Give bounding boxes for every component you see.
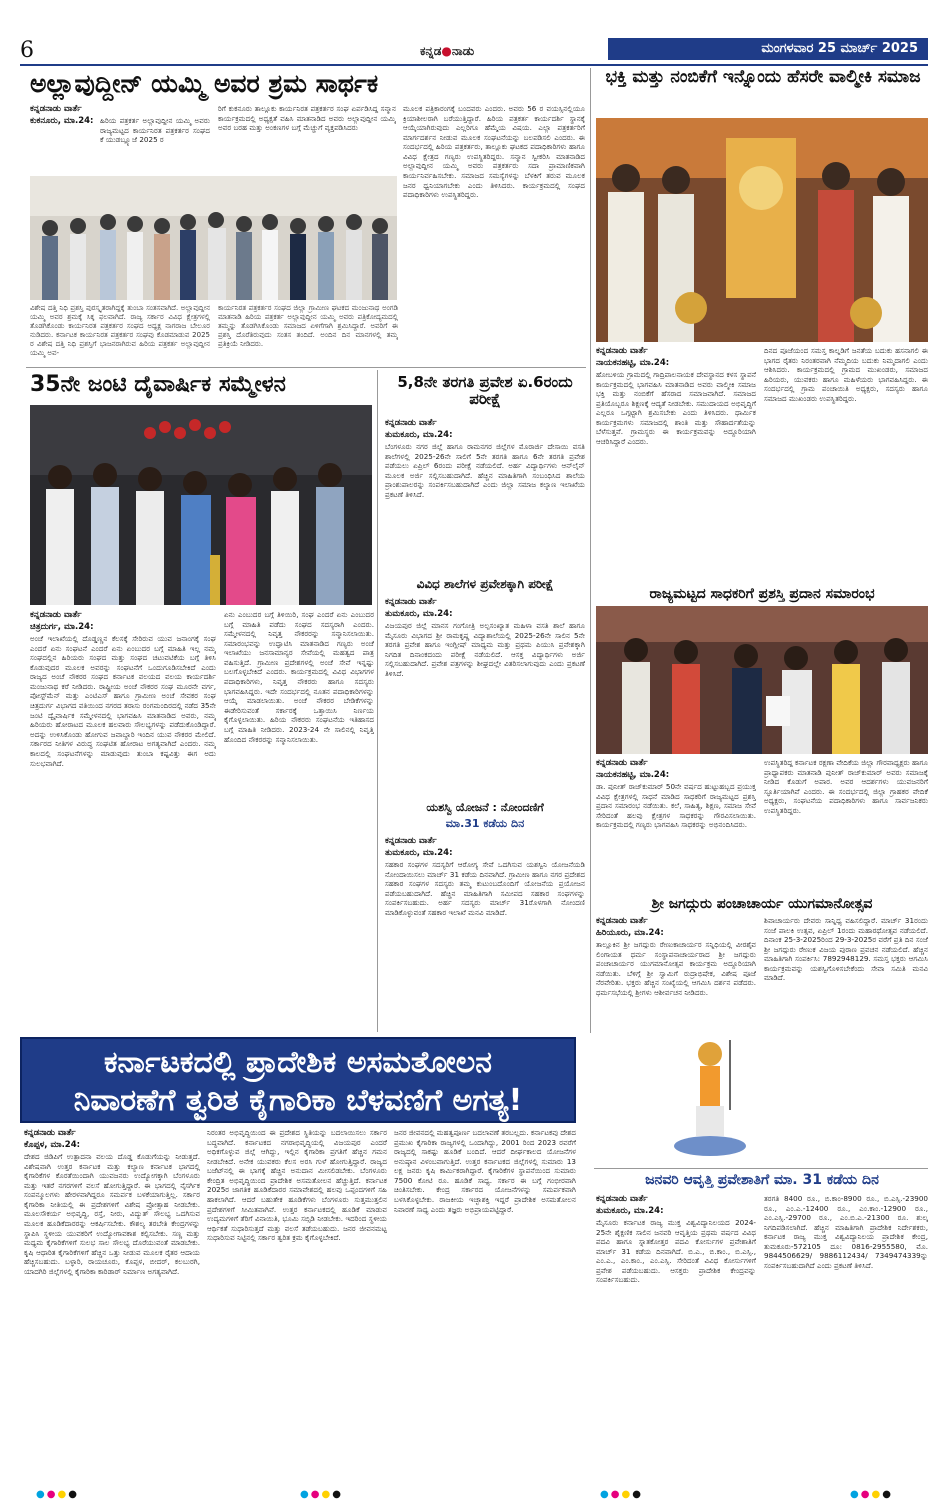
banner-line1: ಕರ್ನಾಟಕದಲ್ಲಿ ಪ್ರಾದೇಶಿಕ ಅಸಮತೋಲನ	[104, 1045, 492, 1080]
story3-body-lead	[100, 622, 218, 632]
section-divider-3	[594, 1168, 928, 1169]
story1-dateline: ಕುಕನೂರು, ಮಾ.24:	[30, 116, 94, 126]
award-ceremony-image	[596, 606, 928, 754]
date-bar: ಮಂಗಳವಾರ 25 ಮಾರ್ಚ್ 2025	[608, 38, 928, 60]
story2-body-col1: ಹೋಬಳಿಯ ಗ್ರಾಮದಲ್ಲಿ ಗಾದ್ರಿಪಾಲನಾಯಕ ದೇವಸ್ಥಾನದ ಕಳಸ ಸ್ಥಾಪನೆ ಕಾರ್ಯಕ್ರಮದಲ್ಲಿ ಭಾಗವಹಿಸಿ ಮಾತನಾಡಿದ ಅವರು ವಾಲ್ಮೀಕಿ ಸಮಾಜ ಭಕ್ತಿ ಮತ್ತು ನಂಬಿಕೆಗೆ ಹೆಸರಾದ ಸಮಾಜವಾಗಿದೆ. ಸಮಾಜದ ಪ್ರತಿಯೊಬ್ಬರೂ ಶಿಕ್ಷಣಕ್ಕೆ ಆದ್ಯತೆ ನೀಡಬೇಕು. ಸಮುದಾಯದ ಅಭಿವೃದ್ಧಿಗೆ ಎಲ್ಲರೂ ಒಗ್ಗಟ್ಟಾಗಿ ಶ್ರಮಿಸಬೇಕು ಎಂದು ತಿಳಿಸಿದರು. ಧಾರ್ಮಿಕ ಕಾರ್ಯಕ್ರಮಗಳು ಸಮಾಜದಲ್ಲಿ ಶಾಂತಿ ಮತ್ತು ಸೌಹಾರ್ದತೆಯನ್ನು ಬೆಳೆಸುತ್ತವೆ. ಗ್ರಾಮಸ್ಥರು ಈ ಕಾರ್ಯಕ್ರಮವನ್ನು ಅದ್ದೂರಿಯಾಗಿ ಆಚರಿಸಿದ್ದಾರೆ ಎಂದರು.	[596, 370, 756, 447]
story5-sub-dateline: ತುಮಕೂರು, ಮಾ.24:	[385, 848, 453, 858]
story4-byline: ಕನ್ನಡನಾಡು ವಾರ್ತೆ	[385, 418, 437, 428]
story7-byline: ಕನ್ನಡನಾಡು ವಾರ್ತೆ	[596, 916, 648, 926]
temple-ceremony-image	[596, 118, 928, 342]
banner-line2: ನಿವಾರಣೆಗೆ ತ್ವರಿತ ಕೈಗಾರಿಕಾ ಬೆಳವಣಿಗೆ ಅಗತ್ಯ!	[73, 1083, 523, 1118]
story9-byline: ಕನ್ನಡನಾಡು ವಾರ್ತೆ	[596, 1194, 648, 1204]
story9-body-col2: ತರಗತಿ 8400 ರೂ., ಬಿ.ಕಾಂ-8900 ರೂ., ಬಿ.ಎಸ್ಸಿ.-23900 ರೂ., ಎಂ.ಎ.-12400 ರೂ., ಎಂ.ಕಾಂ.-12900 ರೂ., ಎಂ.ಎಸ್ಸಿ.-29700 ರೂ., ಎಂ.ಬಿ.ಎ.-21300 ರೂ. ಶುಲ್ಕ ನಿಗದಿಪಡಿಸಲಾಗಿದೆ. ಹೆಚ್ಚಿನ ಮಾಹಿತಿಗಾಗಿ ಪ್ರಾದೇಶಿಕ ನಿರ್ದೇಶಕರು, ಕರ್ನಾಟಕ ರಾಜ್ಯ ಮುಕ್ತ ವಿಶ್ವವಿದ್ಯಾನಿಲಯ ಪ್ರಾದೇಶಿಕ ಕೇಂದ್ರ, ತುಮಕೂರು-572105 ದೂ: 0816-2955580, ಮೊ. 9844506629/ 9886112434/ 7349474339ನ್ನು ಸಂಪರ್ಕಿಸಬಹುದಾಗಿದೆ ಎಂದು ಪ್ರಕಟಣೆ ತಿಳಿಸಿದೆ.	[764, 1194, 928, 1271]
story8-body-col1: ದೇಶದ ಜಿಡಿಪಿಗೆ ಉತ್ಪಾದನಾ ವಲಯ ದೊಡ್ಡ ಕೊಡುಗೆಯನ್ನು ನೀಡುತ್ತದೆ. ವಿಶೇಷವಾಗಿ ಉತ್ತರ ಕರ್ನಾಟಕ ಮತ್ತು ಕಲ್ಯಾಣ ಕರ್ನಾಟಕ ಭಾಗದಲ್ಲಿ ಕೈಗಾರಿಕೆಗಳ ಕೊರತೆಯಿಂದಾಗಿ ಯುವಜನರು ಉದ್ಯೋಗಕ್ಕಾಗಿ ಬೆಂಗಳೂರು ಮತ್ತು ಇತರೆ ನಗರಗಳಿಗೆ ವಲಸೆ ಹೋಗುತ್ತಿದ್ದಾರೆ. ಈ ಭಾಗದಲ್ಲಿ ನೈಸರ್ಗಿಕ ಸಂಪನ್ಮೂಲಗಳು ಹೇರಳವಾಗಿದ್ದರೂ ಸಮರ್ಪಕ ಬಳಕೆಯಾಗುತ್ತಿಲ್ಲ. ಸರ್ಕಾರ ಕೈಗಾರಿಕಾ ನೀತಿಯಲ್ಲಿ ಈ ಪ್ರದೇಶಗಳಿಗೆ ವಿಶೇಷ ಪ್ರೋತ್ಸಾಹ ನೀಡಬೇಕು. ಮೂಲಸೌಕರ್ಯ ಅಭಿವೃದ್ಧಿ, ರಸ್ತೆ, ನೀರು, ವಿದ್ಯುತ್ ಸೌಲಭ್ಯ ಒದಗಿಸುವ ಮೂಲಕ ಹೂಡಿಕೆದಾರರನ್ನು ಆಕರ್ಷಿಸಬೇಕು. ಕೌಶಲ್ಯ ತರಬೇತಿ ಕೇಂದ್ರಗಳನ್ನು ಸ್ಥಾಪಿಸಿ ಸ್ಥಳೀಯ ಯುವಕರಿಗೆ ಉದ್ಯೋಗಾವಕಾಶ ಕಲ್ಪಿಸಬೇಕು. ಸಣ್ಣ ಮತ್ತು ಮಧ್ಯಮ ಕೈಗಾರಿಕೆಗಳಿಗೆ ಸುಲಭ ಸಾಲ ಸೌಲಭ್ಯ ದೊರೆಯುವಂತೆ ಮಾಡಬೇಕು. ಕೃಷಿ ಆಧಾರಿತ ಕೈಗಾರಿಕೆಗಳಿಗೆ ಹೆಚ್ಚಿನ ಒತ್ತು ನೀಡುವ ಮೂಲಕ ರೈತರ ಆದಾಯ ಹೆಚ್ಚಿಸಬಹುದು. ಬಳ್ಳಾರಿ, ರಾಯಚೂರು, ಕೊಪ್ಪಳ, ಬೀದರ್, ಕಲಬುರಗಿ, ಯಾದಗಿರಿ ಜಿಲ್ಲೆಗಳಲ್ಲಿ ಕೈಗಾರಿಕಾ ಕಾರಿಡಾರ್ ನಿರ್ಮಾಣ ಅಗತ್ಯವಾಗಿದೆ.	[24, 1152, 200, 1276]
story1-photo	[30, 176, 397, 300]
brand-left: ಕನ್ನಡ	[420, 44, 442, 58]
story5-body: ವಿಜಯಪುರ ಜಿಲ್ಲೆ ಮಾನಸ ಗಂಗೋತ್ರಿ ಅಲ್ಪಸಂಖ್ಯಾತ ಮಹಿಳಾ ವಸತಿ ಶಾಲೆ ಹಾಗೂ ಮೈಸೂರು ವಿಭಾಗದ ಶ್ರೀ ರಾಮಕೃಷ್ಣ ವಿದ್ಯಾಶಾಲೆಯಲ್ಲಿ 2025-26ನೇ ಸಾಲಿನ 5ನೇ ತರಗತಿ ಪ್ರವೇಶ ಹಾಗೂ ಇಂಗ್ಲೀಷ್ ಮಾಧ್ಯಮ ಮತ್ತು ಪ್ರಥಮ ಪಿಯುಸಿ ಪ್ರವೇಶಕ್ಕಾಗಿ ನಿಗದಿತ ದಿನಾಂಕದಂದು ಪರೀಕ್ಷೆ ನಡೆಯಲಿದೆ. ಆಸಕ್ತ ವಿದ್ಯಾರ್ಥಿಗಳು ಅರ್ಜಿ ಸಲ್ಲಿಸಬಹುದಾಗಿದೆ. ಪ್ರವೇಶ ಪತ್ರಗಳನ್ನು ಶೀಘ್ರದಲ್ಲೇ ವಿತರಿಸಲಾಗುವುದು ಎಂದು ಪ್ರಕಟಣೆ ತಿಳಿಸಿದೆ.	[385, 621, 585, 678]
story5-subhead1: ಯಶಸ್ವಿ ಯೋಜನೆ : ನೋಂದಣಿಗೆ	[426, 801, 544, 814]
story2-photo	[596, 118, 928, 342]
story5-dateline: ತುಮಕೂರು, ಮಾ.24:	[385, 609, 453, 619]
story7-body-col2: ಶಿವಾಚಾರ್ಯರು ದೇವರು ಸಾನ್ನಿಧ್ಯ ವಹಿಸಲಿದ್ದಾರೆ. ಮಾರ್ಚ್ 31ರಂದು ಸಂಜೆ ಪಾಲಕಿ ಉತ್ಸವ, ಏಪ್ರಿಲ್ 1ರಂದು ಮಹಾರಥೋತ್ಸವ ನಡೆಯಲಿದೆ. ದಿನಾಂಕ 25-3-2025ರಿಂದ 29-3-2025ರ ವರೆಗೆ ಪ್ರತಿ ದಿನ ಸಂಜೆ ಶ್ರೀ ಜಗದ್ಗುರು ರೇಣುಕ ವಿಜಯ ಪುರಾಣ ಪ್ರವಚನ ನಡೆಯಲಿದೆ. ಹೆಚ್ಚಿನ ಮಾಹಿತಿಗಾಗಿ ಸಂಪರ್ಕಿಸಿ: 7892948129. ಸಮಸ್ತ ಭಕ್ತರು ಆಗಮಿಸಿ ಕಾರ್ಯಕ್ರಮವನ್ನು ಯಶಸ್ವಿಗೊಳಿಸಬೇಕೆಂದು ಸೇವಾ ಸಮಿತಿ ಮನವಿ ಮಾಡಿದೆ.	[764, 916, 928, 983]
story9-dateline: ತುಮಕೂರು, ಮಾ.24:	[596, 1206, 664, 1216]
story3-body-col1: ಅಂಚೆ ಇಲಾಖೆಯಲ್ಲಿ ದೊಡ್ಡಣ್ಣನ ಕೆಲಸಕ್ಕೆ ಸೇರಿರುವ ಯುವ ಜನಾಂಗಕ್ಕೆ ಸಂಘ ಎಂದರೆ ಏನು ಸಂಘಟನೆ ಎಂದರೆ ಏನು ಏಂಬುದರ ಬಗ್ಗೆ ಮಾಹಿತಿ ಇಲ್ಲ ನಮ್ಮ ಸಂಘದಲ್ಲಿನ ಹಿರಿಯರು ಸಂಘದ ಮತ್ತು ಸಂಘದ ಚಟುವಟಿಕೆಯ ಬಗ್ಗೆ ತಿಳಿಸಿ ಕೊಡುವುದರ ಮೂಲಕ ಅವರನ್ನು ಸಂಘಟನೆಗೆ ಒಂದುಗೂಡಿಸಬೇಕಿದೆ ಎಂದು ರಾಜ್ಯದ ಅಂಚೆ ನೌಕರರ ಸಂಘದ ಕರ್ನಾಟಕ ವಲಯದ ವಲಯ ಕಾರ್ಯದರ್ಶಿ ಮಂಜುನಾಥ ಕರೆ ನೀಡಿದರು. ರಾಷ್ಟ್ರೀಯ ಅಂಚೆ ನೌಕರರ ಸಂಘ ಮೂರನೇ ವರ್ಗ, ಪೋಸ್ಟ್‌ಮೆನ್ ಮತ್ತು ಎಂಟಿಎಸ್ ಹಾಗೂ ಗ್ರಾಮೀಣ ಅಂಚೆ ಸೇವಕರ ಸಂಘ ಚಿತ್ರದುರ್ಗ ವಿಭಾಗದ ವತಿಯಿಂದ ನಗರದ ತರಾಸು ರಂಗಮಂದಿರದಲ್ಲಿ ನಡೆದ 35ನೇ ಜಂಟಿ ದ್ವೈವಾರ್ಷಿಕ ಸಮ್ಮೇಳನದಲ್ಲಿ ಭಾಗವಹಿಸಿ ಮಾತನಾಡಿದ ಅವರು, ನಮ್ಮ ಹಿರಿಯರು ಹೋರಾಟದ ಮೂಲಕ ಹಲವಾರು ಸೌಲಭ್ಯಗಳನ್ನು ಪಡೆದುಕೊಂಡಿದ್ದಾರೆ. ಅದನ್ನು ಉಳಿಸಿಕೊಂಡು ಹೋಗುವ ಜವಾಬ್ದಾರಿ ಇಂದಿನ ಯುವ ನೌಕರರ ಮೇಲಿದೆ. ಸರ್ಕಾರದ ನೀತಿಗಳ ವಿರುದ್ಧ ಸಂಘಟಿತ ಹೋರಾಟ ಅಗತ್ಯವಾಗಿದೆ ಎಂದರು. ನಮ್ಮ ಕಾಲದಲ್ಲಿ ಸಂಘಟನೆಗಳನ್ನು ಮಾಡುವುದು ತುಂಬಾ ಕಷ್ಟವಿತ್ತು ಈಗ ಅದು ಸುಲಭವಾಗಿದೆ.	[30, 634, 216, 768]
brand-logo	[420, 44, 474, 59]
registration-marks-far-right: ●●●●	[850, 1489, 893, 1500]
story2-headline: ಭಕ್ತಿ ಮತ್ತು ನಂಬಿಕೆಗೆ ಇನ್ನೊಂದು ಹೆಸರೇ ವಾಲ್ಮೀಕಿ ಸಮಾಜ	[605, 67, 921, 87]
story6-body-col2: ಉಪಸ್ಥಿತರಿದ್ದ ಕರ್ನಾಟಕ ರಕ್ಷಣಾ ವೇದಿಕೆಯ ಜಿಲ್ಲಾ ಗೌರವಾಧ್ಯಕ್ಷರು ಹಾಗೂ ಪ್ರಾಧ್ಯಾಪಕರು ಮಾತನಾಡಿ ಪುನೀತ್ ರಾಜ್‌ಕುಮಾರ್ ಅವರು ಸಮಾಜಕ್ಕೆ ನೀಡಿದ ಕೊಡುಗೆ ಅಪಾರ. ಅವರ ಆದರ್ಶಗಳು ಯುವಜನರಿಗೆ ಸ್ಫೂರ್ತಿಯಾಗಿವೆ ಎಂದರು. ಈ ಸಂದರ್ಭದಲ್ಲಿ ಜಿಲ್ಲಾ ಗ್ರಾಹಕರ ವೇದಿಕೆ ಅಧ್ಯಕ್ಷರು, ಸಂಘಟನೆಯ ಪದಾಧಿಕಾರಿಗಳು ಹಾಗೂ ಸಾರ್ವಜನಿಕರು ಉಪಸ್ಥಿತರಿದ್ದರು.	[764, 758, 928, 815]
deity-idol-image	[660, 1030, 760, 1164]
registration-marks-left: ●●●●	[36, 1489, 79, 1500]
story6-dateline: ನಾಯಕನಹಟ್ಟಿ, ಮಾ.24:	[596, 770, 670, 780]
story4-dateline: ತುಮಕೂರು, ಮಾ.24:	[385, 430, 453, 440]
brand-dot-icon: ●	[441, 44, 452, 58]
story9-body-col1: ಮೈಸೂರು ಕರ್ನಾಟಕ ರಾಜ್ಯ ಮುಕ್ತ ವಿಶ್ವವಿದ್ಯಾನಿಲಯದ 2024-25ನೇ ಶೈಕ್ಷಣಿಕ ಸಾಲಿನ ಜನವರಿ ಆವೃತ್ತಿಯ ಪ್ರಥಮ ವರ್ಷದ ವಿವಿಧ ಪದವಿ ಹಾಗೂ ಸ್ನಾತಕೋತ್ತರ ಪದವಿ ಕೋರ್ಸುಗಳ ಪ್ರವೇಶಾತಿಗೆ ಮಾರ್ಚ್ 31 ಕಡೆಯ ದಿನವಾಗಿದೆ. ಬಿ.ಎ., ಬಿ.ಕಾಂ., ಬಿ.ಎಸ್ಸಿ., ಎಂ.ಎ., ಎಂ.ಕಾಂ., ಎಂ.ಎಸ್ಸಿ. ಸೇರಿದಂತೆ ವಿವಿಧ ಕೋರ್ಸುಗಳಿಗೆ ಪ್ರವೇಶ ಪಡೆಯಬಹುದು. ಆಸಕ್ತರು ಪ್ರಾದೇಶಿಕ ಕೇಂದ್ರವನ್ನು ಸಂಪರ್ಕಿಸಬಹುದು.	[596, 1218, 756, 1285]
column-divider	[590, 68, 591, 1033]
story7-body-col1b	[596, 1030, 656, 1164]
story6-headline: ರಾಜ್ಯಮಟ್ಟದ ಸಾಧಕರಿಗೆ ಪ್ರಶಸ್ತಿ ಪ್ರದಾನ ಸಮಾರಂಭ	[649, 586, 875, 602]
story2-dateline: ನಾಯಕನಹಟ್ಟಿ, ಮಾ.24:	[596, 358, 670, 368]
registration-marks-right: ●●●●	[600, 1489, 643, 1500]
story1-body-col1: ಹಿರಿಯ ಪತ್ರಕರ್ತ ಅಲ್ಲಾವುದ್ದೀನ ಯಮ್ಮಿ ಅವರು ರಾಜ್ಯಮಟ್ಟದ ಕಾರ್ಯನಿರತ ಪತ್ರಕರ್ತರ ಸಂಘದ ಕೆ ಯುಡಬ್ಲ್ಯೂಜೆ 2025 ರ	[100, 116, 210, 145]
story1-body-col2: ರಿಗೆ ಕುಕನೂರು ತಾಲ್ಲೂಕು ಕಾರ್ಯನಿರತ ಪತ್ರಕರ್ತರ ಸಂಘ ಏರ್ಪಡಿಸಿದ್ದ ಸನ್ಮಾನ ಕಾರ್ಯಕ್ರಮದಲ್ಲಿ ಅಧ್ಯಕ್ಷತೆ ವಹಿಸಿ ಮಾತನಾಡಿದ ಅವರು ಅಲ್ಲಾವುದ್ದೀನ ಯಮ್ಮಿ ಅವರ ಬರಹ ಮತ್ತು ಅಂಕಣಗಳ ಬಗ್ಗೆ ಮೆಚ್ಚುಗೆ ವ್ಯಕ್ತಪಡಿಸಿದರು	[218, 104, 396, 133]
story7-headline: ಶ್ರೀ ಜಗದ್ಗುರು ಪಂಚಾಚಾರ್ಯ ಯುಗಮಾನೋತ್ಸವ	[651, 896, 873, 912]
editorial-banner	[20, 1037, 576, 1123]
story6-body-col1: ಡಾ. ಪುನೀತ್ ರಾಜ್‌ಕುಮಾರ್ 50ನೇ ವರ್ಷದ ಹುಟ್ಟುಹಬ್ಬದ ಪ್ರಯುಕ್ತ ವಿವಿಧ ಕ್ಷೇತ್ರಗಳಲ್ಲಿ ಸಾಧನೆ ಮಾಡಿದ ಸಾಧಕರಿಗೆ ರಾಜ್ಯಮಟ್ಟದ ಪ್ರಶಸ್ತಿ ಪ್ರದಾನ ಸಮಾರಂಭ ನಡೆಯಿತು. ಕಲೆ, ಸಾಹಿತ್ಯ, ಶಿಕ್ಷಣ, ಸಮಾಜ ಸೇವೆ ಸೇರಿದಂತೆ ಹಲವು ಕ್ಷೇತ್ರಗಳ ಸಾಧಕರನ್ನು ಗೌರವಿಸಲಾಯಿತು. ಕಾರ್ಯಕ್ರಮದಲ್ಲಿ ಗಣ್ಯರು ಭಾಗವಹಿಸಿ ಸಾಧಕರನ್ನು ಅಭಿನಂದಿಸಿದರು.	[596, 782, 756, 830]
brand-right: ನಾಡು	[451, 44, 475, 58]
story3-headline: 35ನೇ ಜಂಟಿ ದೈವಾರ್ಷಿಕ ಸಮ್ಮೇಳನ	[30, 372, 286, 397]
masthead	[20, 38, 928, 64]
story3-photo	[30, 405, 372, 605]
story8-body-col2: ನಿರಂತರ ಅಭಿವೃದ್ಧಿಯಿಂದ ಈ ಪ್ರದೇಶದ ಸ್ಥಿತಿಯನ್ನು ಬದಲಾಯಿಸಲು ಸರ್ಕಾರ ಬದ್ಧವಾಗಿದೆ. ಕರ್ನಾಟಕದ ನಗರಾಭಿವೃದ್ಧಿಯಲ್ಲಿ ವಿಜಯಪುರ ಎಂದರೆ ಅಧಿಕಗೊಳ್ಳುವ ಜಿಲ್ಲೆ ಆಗಿದ್ದು, ಇಲ್ಲಿನ ಕೈಗಾರಿಕಾ ಪ್ರಗತಿಗೆ ಹೆಚ್ಚಿನ ಗಮನ ನೀಡಬೇಕಿದೆ. ಅನೇಕ ಯುವಕರು ಕೆಲಸ ಅರಸಿ ಗುಳೆ ಹೋಗುತ್ತಿದ್ದಾರೆ. ರಾಜ್ಯದ ಬಜೆಟ್‌ನಲ್ಲಿ ಈ ಭಾಗಕ್ಕೆ ಹೆಚ್ಚಿನ ಅನುದಾನ ಮೀಸಲಿಡಬೇಕು. ಬೆಂಗಳೂರು ಕೇಂದ್ರಿತ ಅಭಿವೃದ್ಧಿಯಿಂದ ಪ್ರಾದೇಶಿಕ ಅಸಮತೋಲನ ಹೆಚ್ಚುತ್ತಿದೆ. ಕರ್ನಾಟಕ 2025ರ ಜಾಗತಿಕ ಹೂಡಿಕೆದಾರರ ಸಮಾವೇಶದಲ್ಲಿ ಹಲವು ಒಪ್ಪಂದಗಳಿಗೆ ಸಹಿ ಹಾಕಲಾಗಿದೆ. ಆದರೆ ಬಹುತೇಕ ಹೂಡಿಕೆಗಳು ಬೆಂಗಳೂರು ಸುತ್ತಮುತ್ತಲಿನ ಪ್ರದೇಶಗಳಿಗೆ ಸೀಮಿತವಾಗಿವೆ. ಉತ್ತರ ಕರ್ನಾಟಕದಲ್ಲಿ ಹೂಡಿಕೆ ಮಾಡುವ ಉದ್ಯಮಗಳಿಗೆ ತೆರಿಗೆ ವಿನಾಯಿತಿ, ಭೂಮಿ ಸಬ್ಸಿಡಿ ನೀಡಬೇಕು. ಇದರಿಂದ ಸ್ಥಳೀಯ ಆರ್ಥಿಕತೆ ಸುಧಾರಿಸುತ್ತದೆ ಮತ್ತು ವಲಸೆ ತಡೆಯಬಹುದು. ಜನರ ಜೀವನಮಟ್ಟ ಸುಧಾರಿಸುವ ನಿಟ್ಟಿನಲ್ಲಿ ಸರ್ಕಾರ ತ್ವರಿತ ಕ್ರಮ ಕೈಗೊಳ್ಳಬೇಕಿದೆ.	[207, 1128, 387, 1243]
story1-caption2: ಕಾರ್ಯನಿರತ ಪತ್ರಕರ್ತರ ಸಂಘದ ಜಿಲ್ಲಾ ಗ್ರಾಮೀಣ ಘಟಕದ ಮಂಜುನಾಥ ಅಂಗಡಿ ಮಾತನಾಡಿ ಹಿರಿಯ ಪತ್ರಕರ್ತ ಅಲ್ಲಾವುದ್ದೀನ ಯಮ್ಮಿ ಅವರು ಪತ್ರಿಕೋದ್ಯಮದಲ್ಲಿ ತಮ್ಮನ್ನು ತೊಡಗಿಸಿಕೊಂಡು ಸಮಾಜದ ಏಳಿಗೆಗಾಗಿ ಶ್ರಮಿಸಿದ್ದಾರೆ. ಅವರಿಗೆ ಈ ಪ್ರಶಸ್ತಿ ದೊರೆತಿರುವುದು ಸಂತಸ ತಂದಿದೆ. ಅಂದಿನ ದಿನ ಮಾನಗಳಲ್ಲಿ ತಮ್ಮ ಪ್ರತಿಕ್ರಿಯೆ ನೀಡಿದರು.	[218, 304, 398, 349]
story5-subhead2: ಮಾ.31 ಕಡೆಯ ದಿನ	[445, 817, 525, 830]
story7-body-col1a: ತಾಲ್ಲೂಕಿನ ಶ್ರೀ ಜಗದ್ಗುರು ರೇಣುಕಾಚಾರ್ಯರ ಸನ್ನಿಧಿಯಲ್ಲಿ ವೀರಶೈವ ಲಿಂಗಾಯತ ಧರ್ಮ ಸಂಸ್ಥಾಪನಾಚಾರ್ಯರಾದ ಶ್ರೀ ಜಗದ್ಗುರು ಪಂಚಾಚಾರ್ಯರ ಯುಗಮಾನೋತ್ಸವ ಕಾರ್ಯಕ್ರಮ ಅದ್ದೂರಿಯಾಗಿ ನಡೆಯಿತು. ಬೆಳಿಗ್ಗೆ ಶ್ರೀ ಸ್ವಾಮಿಗೆ ರುದ್ರಾಭಿಷೇಕ, ವಿಶೇಷ ಪೂಜೆ ನೆರವೇರಿತು. ಭಕ್ತರು ಹೆಚ್ಚಿನ ಸಂಖ್ಯೆಯಲ್ಲಿ ಆಗಮಿಸಿ ದರ್ಶನ ಪಡೆದರು. ಧರ್ಮಸಭೆಯಲ್ಲಿ ಶ್ರೀಗಳು ಆಶೀರ್ವಚನ ನೀಡಿದರು.	[596, 940, 756, 997]
story3-dateline: ಚಿತ್ರದುರ್ಗ, ಮಾ.24:	[30, 622, 94, 632]
story1-caption: ವಿಶೇಷ ದತ್ತಿ ನಿಧಿ ಪ್ರಶಸ್ತಿ ಪುರಸ್ಕೃತರಾಗಿದ್ದಕ್ಕೆ ತುಂಬಾ ಸಂತಸವಾಗಿದೆ. ಅಲ್ಲಾವುದ್ದೀನ ಯಮ್ಮಿ ಅವರ ಶ್ರಮಕ್ಕೆ ಸಿಕ್ಕ ಫಲವಾಗಿದೆ. ರಾಜ್ಯ ಸರ್ಕಾರ ವಿವಿಧ ಕ್ಷೇತ್ರಗಳಲ್ಲಿ ತೊಡಗಿಕೊಂಡು ಕಾರ್ಯನಿರತ ಪತ್ರಕರ್ತರ ಸಂಘದ ಅಧ್ಯಕ್ಷ ನಾಗರಾಜ ಬೇಲೂರ ನುಡಿದರು. ಕರ್ನಾಟಕ ಕಾರ್ಯನಿರತ ಪತ್ರಕರ್ತರ ಸಂಘವು ಕೊಡಮಾಡುವ 2025 ರ ವಿಶೇಷ ದತ್ತಿ ನಿಧಿ ಪ್ರಶಸ್ತಿಗೆ ಭಾಜನರಾಗಿರುವ ಹಿರಿಯ ಪತ್ರಕರ್ತ ಅಲ್ಲಾವುದ್ದೀನ ಯಮ್ಮಿ ಅವ-	[30, 304, 210, 358]
story9-headline: ಜನವರಿ ಆವೃತ್ತಿ ಪ್ರವೇಶಾತಿಗೆ ಮಾ. 31 ಕಡೆಯ ದಿನ	[645, 1172, 879, 1188]
group-photo-image	[30, 176, 397, 300]
story3-byline: ಕನ್ನಡನಾಡು ವಾರ್ತೆ	[30, 610, 82, 620]
story2-body-col2: ದಿನದ ಪೂಜೆಯಂದ ಸಮಸ್ತ ಕಾಲ್ನಡಿಗೆ ಜನತೆಯ ಬದುಕು ಹಸನಾಗಲಿ ಈ ಭಾಗದ ರೈತರು ನಿರಂತರವಾಗಿ ನೆಮ್ಮದಿಯ ಬದುಕು ನಿಮ್ಮದಾಗಲಿ ಎಂದು ಆಶಿಸಿದರು. ಕಾರ್ಯಕ್ರಮದಲ್ಲಿ ಗ್ರಾಮದ ಮುಖಂಡರು, ಸಮಾಜದ ಹಿರಿಯರು, ಯುವಕರು ಹಾಗೂ ಮಹಿಳೆಯರು ಭಾಗವಹಿಸಿದ್ದರು. ಈ ಸಂದರ್ಭದಲ್ಲಿ ಗ್ರಾಮ ಪಂಚಾಯಿತಿ ಅಧ್ಯಕ್ಷರು, ಸದಸ್ಯರು ಹಾಗೂ ಸಮಾಜದ ಮುಖಂಡರು ಉಪಸ್ಥಿತರಿದ್ದರು.	[764, 346, 928, 403]
story1-byline: ಕನ್ನಡನಾಡು ವಾರ್ತೆ	[30, 104, 82, 114]
story3-body-col2: ಏನು ಎಂಬುದರ ಬಗ್ಗೆ ತಿಳಿಯಿರಿ, ಸಂಘ ಎಂದರೆ ಏನು ಎಂಬುದರ ಬಗ್ಗೆ ಮಾಹಿತಿ ಪಡೆದು ಸಂಘದ ಸದಸ್ಯರಾಗಿ ಎಂದರು. ಸಮ್ಮೇಳನದಲ್ಲಿ ನಿವೃತ್ತ ನೌಕರರನ್ನು ಸನ್ಮಾನಿಸಲಾಯಿತು. ಸಮಾರಂಭವನ್ನು ಉದ್ಘಾಟಿಸಿ ಮಾತನಾಡಿದ ಗಣ್ಯರು ಅಂಚೆ ಇಲಾಖೆಯು ಜನಸಾಮಾನ್ಯರ ಸೇವೆಯಲ್ಲಿ ಮಹತ್ವದ ಪಾತ್ರ ವಹಿಸುತ್ತಿದೆ. ಗ್ರಾಮೀಣ ಪ್ರದೇಶಗಳಲ್ಲಿ ಅಂಚೆ ಸೇವೆ ಇನ್ನಷ್ಟು ಬಲಗೊಳ್ಳಬೇಕಿದೆ ಎಂದರು. ಕಾರ್ಯಕ್ರಮದಲ್ಲಿ ವಿವಿಧ ವಿಭಾಗಗಳ ಪದಾಧಿಕಾರಿಗಳು, ನಿವೃತ್ತ ನೌಕರರು ಹಾಗೂ ಸದಸ್ಯರು ಭಾಗವಹಿಸಿದ್ದರು. ಇದೇ ಸಂದರ್ಭದಲ್ಲಿ ನೂತನ ಪದಾಧಿಕಾರಿಗಳನ್ನು ಆಯ್ಕೆ ಮಾಡಲಾಯಿತು. ಅಂಚೆ ನೌಕರರ ಬೇಡಿಕೆಗಳನ್ನು ಈಡೇರಿಸುವಂತೆ ಸರ್ಕಾರಕ್ಕೆ ಒತ್ತಾಯಿಸಿ ನಿರ್ಣಯ ಕೈಗೊಳ್ಳಲಾಯಿತು. ಹಿರಿಯ ನೌಕರರು ಸಂಘಟನೆಯ ಇತಿಹಾಸದ ಬಗ್ಗೆ ಮಾಹಿತಿ ನೀಡಿದರು. 2023-24 ನೇ ಸಾಲಿನಲ್ಲಿ ನಿವೃತ್ತಿ ಹೊಂದಿದ ನೌಕರರನ್ನು ಸನ್ಮಾನಿಸಲಾಯಿತು.	[224, 610, 374, 744]
story1-body-col3: ಮೂಲಕ ಪತ್ರಿಕಾರಂಗಕ್ಕೆ ಬಂದವರು ಎಂದರು. ಅವರು 56 ರ ವಯಸ್ಸಿನಲ್ಲಿಯೂ ಕ್ರಿಯಾಶೀಲರಾಗಿ ಬರೆಯುತ್ತಿದ್ದಾರೆ. ಹಿರಿಯ ಪತ್ರಕರ್ತ ಕಾರ್ಯದರ್ಶಿ ಸ್ಥಾನಕ್ಕೆ ಆಯ್ಕೆಯಾಗಿರುವುದು ಎಲ್ಲರಿಗೂ ಹೆಮ್ಮೆಯ ವಿಷಯ. ಎಲ್ಲಾ ಪತ್ರಕರ್ತರಿಗೆ ಮಾರ್ಗದರ್ಶನ ನೀಡುವ ಮೂಲಕ ಸಂಘಟನೆಯನ್ನು ಬಲಪಡಿಸಲಿ ಎಂದರು. ಈ ಸಂದರ್ಭದಲ್ಲಿ ಹಿರಿಯ ಪತ್ರಕರ್ತರು, ತಾಲ್ಲೂಕು ಘಟಕದ ಪದಾಧಿಕಾರಿಗಳು ಹಾಗೂ ವಿವಿಧ ಕ್ಷೇತ್ರದ ಗಣ್ಯರು ಉಪಸ್ಥಿತರಿದ್ದರು. ಸನ್ಮಾನ ಸ್ವೀಕರಿಸಿ ಮಾತನಾಡಿದ ಅಲ್ಲಾವುದ್ದೀನ ಯಮ್ಮಿ ಅವರು ಪತ್ರಕರ್ತರು ಸದಾ ಪ್ರಾಮಾಣಿಕವಾಗಿ ಕಾರ್ಯನಿರ್ವಹಿಸಬೇಕು. ಸಮಾಜದ ಸಮಸ್ಯೆಗಳನ್ನು ಬೆಳಕಿಗೆ ತರುವ ಮೂಲಕ ಜನರ ಧ್ವನಿಯಾಗಬೇಕು ಎಂದು ತಿಳಿಸಿದರು. ಕಾರ್ಯಕ್ರಮದಲ್ಲಿ ಸಂಘದ ಪದಾಧಿಕಾರಿಗಳು ಉಪಸ್ಥಿತರಿದ್ದರು.	[403, 104, 585, 200]
conference-stage-image	[30, 405, 372, 605]
section-divider	[26, 367, 586, 368]
story5-byline: ಕನ್ನಡನಾಡು ವಾರ್ತೆ	[385, 597, 437, 607]
story8-body-col3: ಜನರ ಜೀವನದಲ್ಲಿ ಮಹತ್ವಪೂರ್ಣ ಬದಲಾವಣೆ ತರಬಲ್ಲದು. ಕರ್ನಾಟಕವು ದೇಶದ ಪ್ರಮುಖ ಕೈಗಾರಿಕಾ ರಾಜ್ಯಗಳಲ್ಲಿ ಒಂದಾಗಿದ್ದು, 2001 ರಿಂದ 2023 ರವರೆಗೆ ರಾಜ್ಯದಲ್ಲಿ ಸಾಕಷ್ಟು ಹೂಡಿಕೆ ಬಂದಿದೆ. ಆದರೆ ದೀರ್ಘಕಾಲದ ಯೋಜನೆಗಳ ಅನುಷ್ಠಾನ ವಿಳಂಬವಾಗುತ್ತಿದೆ. ಉತ್ತರ ಕರ್ನಾಟಕದ ಜಿಲ್ಲೆಗಳಲ್ಲಿ ಸುಮಾರು 13 ಲಕ್ಷ ಜನರು ಕೃಷಿ ಕಾರ್ಮಿಕರಾಗಿದ್ದಾರೆ. ಕೈಗಾರಿಕೆಗಳ ಸ್ಥಾಪನೆಯಿಂದ ಸುಮಾರು 7500 ಕೋಟಿ ರೂ. ಹೂಡಿಕೆ ಸಾಧ್ಯ. ಸರ್ಕಾರ ಈ ಬಗ್ಗೆ ಗಂಭೀರವಾಗಿ ಚಿಂತಿಸಬೇಕು. ಕೇಂದ್ರ ಸರ್ಕಾರದ ಯೋಜನೆಗಳನ್ನು ಸಮರ್ಪಕವಾಗಿ ಬಳಸಿಕೊಳ್ಳಬೇಕು. ರಾಜಕೀಯ ಇಚ್ಛಾಶಕ್ತಿ ಇದ್ದರೆ ಪ್ರಾದೇಶಿಕ ಅಸಮತೋಲನ ನಿವಾರಣೆ ಸಾಧ್ಯ ಎಂದು ತಜ್ಞರು ಅಭಿಪ್ರಾಯಪಟ್ಟಿದ್ದಾರೆ.	[394, 1128, 576, 1214]
registration-marks-center: ●●●●	[300, 1489, 343, 1500]
story7-dateline: ಹಿರಿಯೂರು, ಮಾ.24:	[596, 928, 664, 938]
story8-dateline: ಕೊಪ್ಪಳ, ಮಾ.24:	[24, 1140, 81, 1150]
story1-headline: ಅಲ್ಲಾವುದ್ದೀನ್ ಯಮ್ಮಿ ಅವರ ಶ್ರಮ ಸಾರ್ಥಕ	[30, 69, 379, 98]
story5-sub-body: ಸಹಕಾರ ಸಂಘಗಳ ಸದಸ್ಯರಿಗೆ ಆರೋಗ್ಯ ಸೇವೆ ಒದಗಿಸುವ ಯಶಸ್ವಿನಿ ಯೋಜನೆಯಡಿ ನೋಂದಾಯಿಸಲು ಮಾರ್ಚ್ 31 ಕಡೆಯ ದಿನವಾಗಿದೆ. ಗ್ರಾಮೀಣ ಹಾಗೂ ನಗರ ಪ್ರದೇಶದ ಸಹಕಾರ ಸಂಘಗಳ ಸದಸ್ಯರು ತಮ್ಮ ಕುಟುಂಬದೊಂದಿಗೆ ಯೋಜನೆಯ ಪ್ರಯೋಜನ ಪಡೆಯಬಹುದಾಗಿದೆ. ಹೆಚ್ಚಿನ ಮಾಹಿತಿಗಾಗಿ ಸಮೀಪದ ಸಹಕಾರ ಸಂಘಗಳನ್ನು ಸಂಪರ್ಕಿಸಬಹುದು. ಅರ್ಹ ಸದಸ್ಯರು ಮಾರ್ಚ್ 31ರೊಳಗಾಗಿ ನೋಂದಣಿ ಮಾಡಿಕೊಳ್ಳುವಂತೆ ಸಹಕಾರ ಇಲಾಖೆ ಮನವಿ ಮಾಡಿದೆ.	[385, 860, 585, 917]
story2-byline: ಕನ್ನಡನಾಡು ವಾರ್ತೆ	[596, 346, 648, 356]
page-number: 6	[20, 38, 34, 63]
story6-byline: ಕನ್ನಡನಾಡು ವಾರ್ತೆ	[596, 758, 648, 768]
story6-photo	[596, 606, 928, 754]
story4-body: ಬೆಂಗಳೂರು ನಗರ ಜಿಲ್ಲೆ ಹಾಗೂ ರಾಮನಗರ ಜಿಲ್ಲೆಗಳ ಮೊರಾರ್ಜಿ ದೇಸಾಯಿ ವಸತಿ ಶಾಲೆಗಳಲ್ಲಿ 2025-26ನೇ ಸಾಲಿಗೆ 5ನೇ ತರಗತಿ ಹಾಗೂ 6ನೇ ತರಗತಿ ಪ್ರವೇಶ ಪಡೆಯಲು ಏಪ್ರಿಲ್ 6ರಂದು ಪರೀಕ್ಷೆ ನಡೆಯಲಿದೆ. ಅರ್ಹ ವಿದ್ಯಾರ್ಥಿಗಳು ಆನ್‌ಲೈನ್ ಮೂಲಕ ಅರ್ಜಿ ಸಲ್ಲಿಸಬಹುದಾಗಿದೆ. ಹೆಚ್ಚಿನ ಮಾಹಿತಿಗಾಗಿ ಸಂಬಂಧಿಸಿದ ಶಾಲೆಯ ಪ್ರಾಂಶುಪಾಲರನ್ನು ಸಂಪರ್ಕಿಸಬಹುದಾಗಿದೆ ಎಂದು ಜಿಲ್ಲಾ ಸಮಾಜ ಕಲ್ಯಾಣ ಇಲಾಖೆಯ ಪ್ರಕಟಣೆ ತಿಳಿಸಿದೆ.	[385, 442, 585, 499]
story7-photo	[660, 1030, 760, 1164]
story4-headline: 5,8ನೇ ತರಗತಿ ಪ್ರವೇಶ ಏ.6ರಂದು ಪರೀಕ್ಷೆ	[397, 373, 573, 409]
story5-sub-byline: ಕನ್ನಡನಾಡು ವಾರ್ತೆ	[385, 836, 437, 846]
story8-byline: ಕನ್ನಡನಾಡು ವಾರ್ತೆ	[24, 1128, 76, 1138]
masthead-rule	[20, 64, 928, 66]
column-divider-2	[377, 370, 378, 1032]
story5-headline: ವಿವಿಧ ಶಾಲೆಗಳ ಪ್ರವೇಶಕ್ಕಾಗಿ ಪರೀಕ್ಷೆ	[416, 577, 554, 591]
